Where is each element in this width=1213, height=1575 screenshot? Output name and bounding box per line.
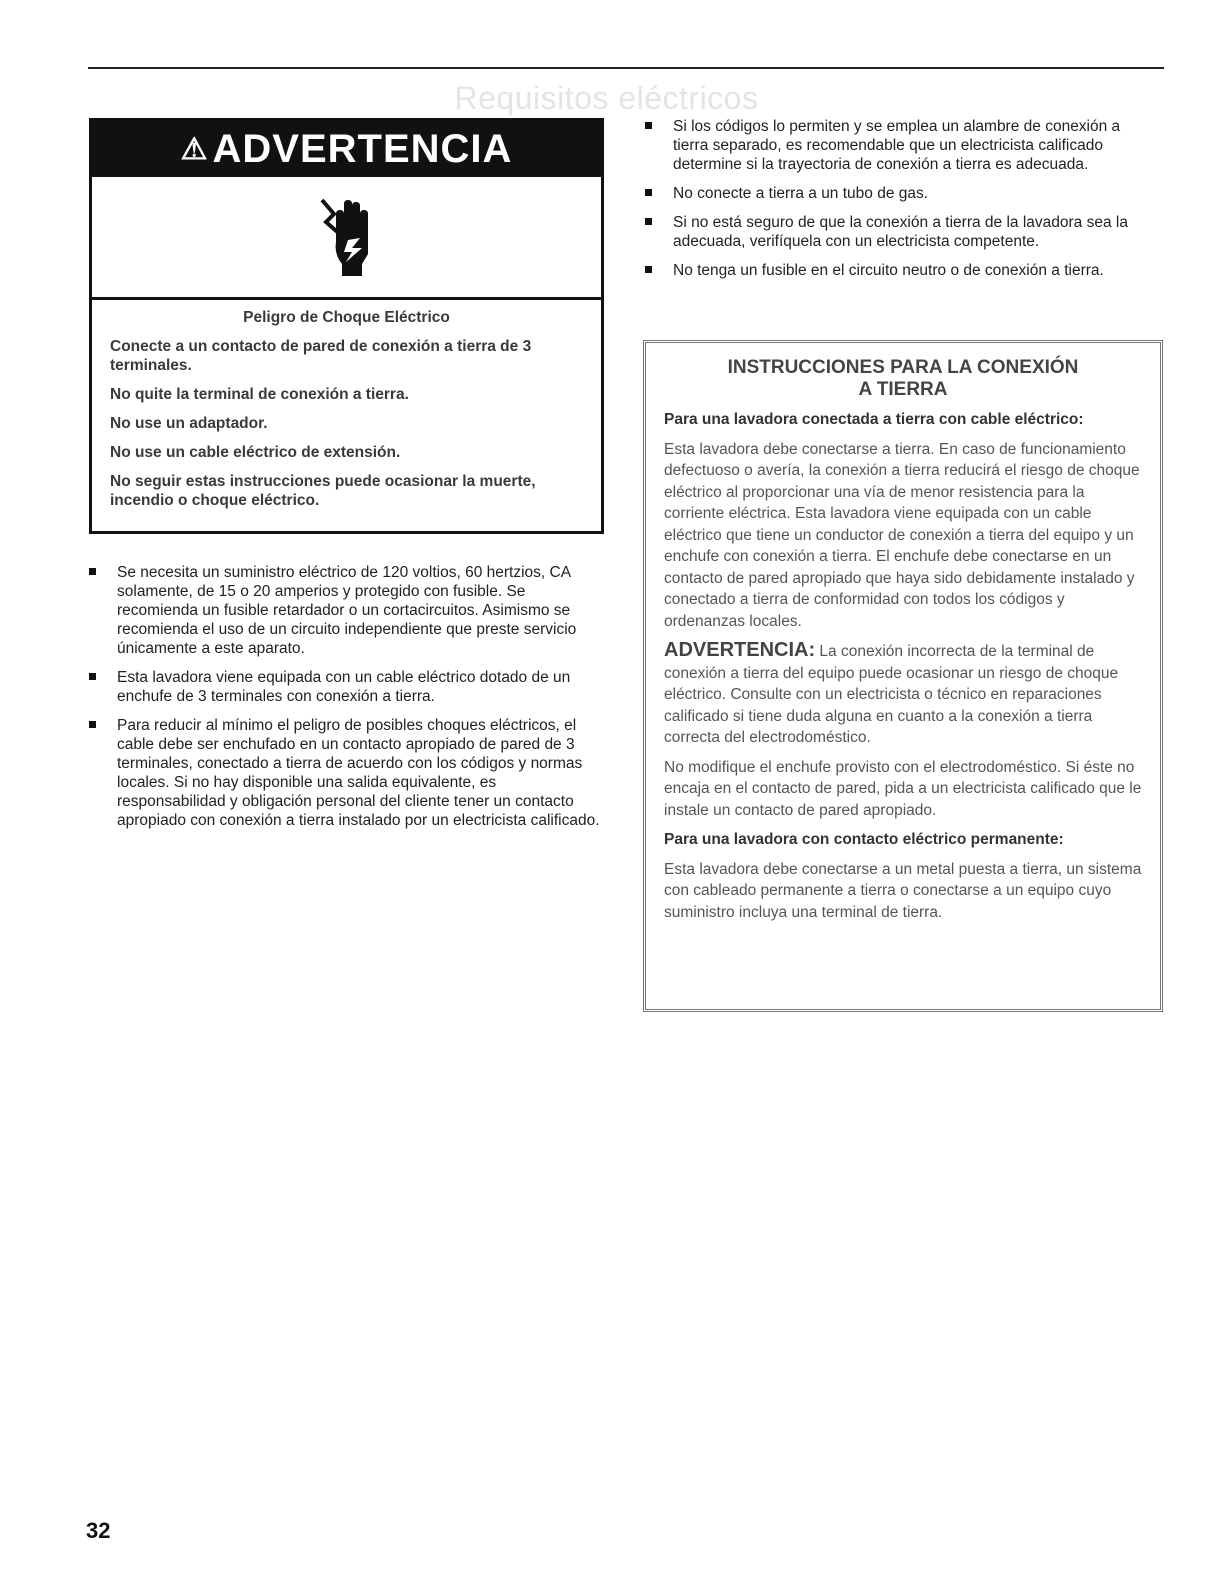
permanent-subheading: Para una lavadora con contacto eléctrico permanente: [664,831,1064,848]
warning-box [89,118,604,534]
warning-line: No seguir estas instrucciones puede ocasionar la muerte, incendio o choque eléctrico. [110,473,536,509]
warning-line: No quite la terminal de conexión a tierra. [110,386,409,403]
bullet-square-icon [89,568,96,575]
bullet-square-icon [645,189,652,196]
permanent-paragraph: Esta lavadora debe conectarse a un metal puesta a tierra, un sistema con cableado permanente a tierra o conectarse a un equipo cuyo suministro incluya una terminal de tierra. [664,860,1142,921]
bullet-square-icon [89,673,96,680]
advertencia-paragraph: ADVERTENCIA: La conexión incorrecta de la terminal de conexión a tierra del equipo puede ocasionar un riesgo de choque eléctrico. Consulte con un electricista o técnico en reparaciones calificado si tiene duda alguna en cuanto a la conexión a tierra correcta del electrodoméstico. [664,639,1119,746]
list-item: Si los códigos lo permiten y se emplea un alambre de conexión a tierra separado, es recomendable que un electricista calificado determine si la trayectoria de conexión a tierra es adecuada. [645,117,1145,174]
hazard-title: Peligro de Choque Eléctrico [243,309,450,326]
warning-icon-area [92,177,601,300]
bullet-square-icon [645,266,652,273]
list-item: Para reducir al mínimo el peligro de posibles choques eléctricos, el cable debe ser enchufado en un contacto apropiado de pared de 3 terminales, conectado a tierra de acuerdo con los códigos y normas locales. Si no hay disponible una salida equivalente, es responsabilidad y obligación personal del cliente tener un contacto apropiado con conexión a tierra instalado por un electricista calificado. [89,716,601,830]
section-title: Requisitos eléctricos [454,80,759,116]
page-number: 32 [86,1518,111,1543]
warning-line: Conecte a un contacto de pared de conexión a tierra de 3 terminales. [110,338,532,374]
corded-paragraph: Esta lavadora debe conectarse a tierra. En caso de funcionamiento defectuoso o avería, la conexión a tierra reducirá el riesgo de choque eléctrico al proporcionar una vía de menor resistencia para la corriente eléctrica. Esta lavadora viene equipada con un cable eléctrico que tiene un conductor de conexión a tierra del equipo y un enchufe con conexión a tierra. El enchufe debe conectarse en un contacto de pared apropiado que haya sido debidamente instalado y conectado a tierra de conformidad con todos los códigos y ordenanzas locales. [664,440,1140,630]
left-bullet-list [89,563,601,840]
warning-line: No use un adaptador. [110,415,268,432]
bullet-square-icon [89,721,96,728]
list-item: No tenga un fusible en el circuito neutro o de conexión a tierra. [645,261,1145,280]
plug-paragraph: No modifique el enchufe provisto con el electrodoméstico. Si éste no encaja en el contacto de pared, pida a un electricista calificado que le instale un contacto de pared apropiado. [664,758,1142,819]
right-bullet-list [645,117,1145,290]
warning-triangle-icon: ⚠ [180,132,209,166]
top-rule [88,67,1164,69]
advertencia-label: ADVERTENCIA: [664,639,816,661]
instructions-title: INSTRUCCIONES PARA LA CONEXIÓN A TIERRA [727,357,1079,400]
warning-header-text: ADVERTENCIA [212,126,513,171]
list-item: Si no está seguro de que la conexión a tierra de la lavadora sea la adecuada, verifíquela con un electricista competente. [645,213,1145,251]
list-item: Esta lavadora viene equipada con un cable eléctrico dotado de un enchufe de 3 terminales con conexión a tierra. [89,668,601,706]
bullet-square-icon [645,218,652,225]
electric-shock-hand-icon [312,192,382,282]
warning-line: No use un cable eléctrico de extensión. [110,444,401,461]
bullet-square-icon [645,122,652,129]
corded-subheading: Para una lavadora conectada a tierra con cable eléctrico: [664,411,1084,428]
list-item: Se necesita un suministro eléctrico de 120 voltios, 60 hertzios, CA solamente, de 15 o 20 amperios y protegido con fusible. Se recomienda un fusible retardador o un cortacircuitos. Asimismo se recomienda el uso de un circuito independiente que preste servicio únicamente a este aparato. [89,563,601,658]
grounding-instructions-box [643,340,1163,1012]
warning-body [92,300,601,510]
warning-header [92,121,601,177]
list-item: No conecte a tierra a un tubo de gas. [645,184,1145,203]
